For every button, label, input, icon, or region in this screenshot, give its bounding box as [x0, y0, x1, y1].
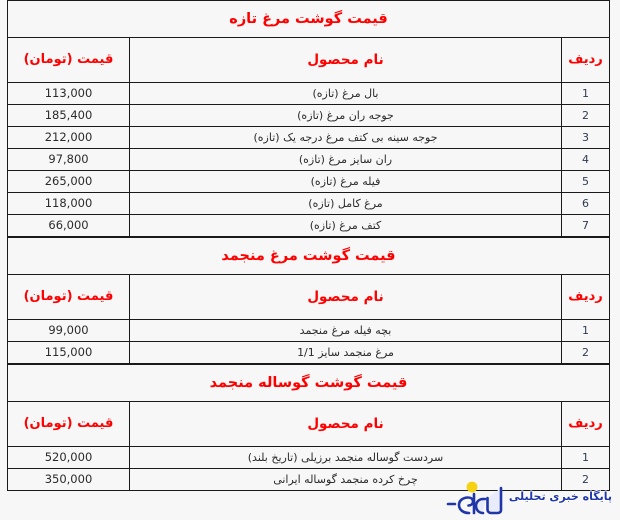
- row-index: 3: [562, 127, 610, 149]
- table-row: [8, 171, 610, 193]
- row-index: 2: [562, 469, 610, 491]
- product-name: جوجه سینه بی کتف مرغ درجه یک (تازه): [130, 127, 562, 149]
- column-header-name: نام محصول: [130, 402, 562, 447]
- product-name: چرخ کرده منجمد گوساله ایرانی: [130, 469, 562, 491]
- table-row: [8, 215, 610, 237]
- table-row: [7, 469, 609, 491]
- product-name: بچه فیله مرغ منجمد: [130, 320, 562, 342]
- column-header-index: ردیف: [562, 38, 610, 83]
- table-row: [8, 105, 610, 127]
- price-section: [8, 364, 610, 491]
- product-price: 212,000: [8, 127, 130, 149]
- table-row: [8, 83, 610, 105]
- product-price: 66,000: [8, 215, 130, 237]
- watermark-text: پایگاه خبری تحلیلی: [508, 489, 612, 503]
- product-price: 520,000: [7, 447, 129, 469]
- row-index: 1: [562, 447, 610, 469]
- product-price: 115,000: [7, 342, 129, 364]
- column-header-price: قیمت (تومان): [7, 275, 129, 320]
- row-index: 7: [562, 215, 610, 237]
- section-title: قیمت گوشت مرغ منجمد: [7, 238, 609, 275]
- product-name: مرغ کامل (تازه): [130, 193, 562, 215]
- column-header-name: نام محصول: [130, 38, 562, 83]
- price-section: [8, 237, 610, 364]
- product-name: سردست گوساله منجمد برزیلی (تاریخ بلند): [130, 447, 562, 469]
- row-index: 2: [562, 342, 610, 364]
- table-row: [7, 447, 609, 469]
- product-name: جوجه ران مرغ (تازه): [130, 105, 562, 127]
- product-name: بال مرغ (تازه): [130, 83, 562, 105]
- table-row: [7, 342, 609, 364]
- product-price: 118,000: [8, 193, 130, 215]
- product-price: 185,400: [8, 105, 130, 127]
- product-price: 97,800: [8, 149, 130, 171]
- product-name: مرغ منجمد سایز 1/1: [130, 342, 562, 364]
- table-row: [7, 320, 609, 342]
- price-section: [8, 0, 610, 237]
- table-row: [8, 127, 610, 149]
- product-name: فیله مرغ (تازه): [130, 171, 562, 193]
- row-index: 2: [562, 105, 610, 127]
- product-name: ران سایز مرغ (تازه): [130, 149, 562, 171]
- product-price: 350,000: [7, 469, 129, 491]
- product-price: 265,000: [8, 171, 130, 193]
- price-tables-container: [8, 0, 610, 491]
- row-index: 1: [562, 83, 610, 105]
- section-title: قیمت گوشت مرغ تازه: [8, 1, 610, 38]
- product-name: کتف مرغ (تازه): [130, 215, 562, 237]
- table-row: [8, 193, 610, 215]
- row-index: 1: [562, 320, 610, 342]
- row-index: 5: [562, 171, 610, 193]
- product-price: 113,000: [8, 83, 130, 105]
- table-row: [8, 149, 610, 171]
- column-header-index: ردیف: [562, 402, 610, 447]
- price-table: [7, 364, 610, 491]
- column-header-row: [7, 402, 609, 447]
- column-header-index: ردیف: [562, 275, 610, 320]
- column-header-name: نام محصول: [130, 275, 562, 320]
- column-header-price: قیمت (تومان): [7, 402, 129, 447]
- column-header-price: قیمت (تومان): [8, 38, 130, 83]
- section-title: قیمت گوشت گوساله منجمد: [7, 365, 609, 402]
- price-table: [7, 0, 610, 237]
- section-title-row: [8, 1, 610, 38]
- row-index: 6: [562, 193, 610, 215]
- product-price: 99,000: [7, 320, 129, 342]
- column-header-row: [7, 275, 609, 320]
- row-index: 4: [562, 149, 610, 171]
- section-title-row: [7, 238, 609, 275]
- price-table: [7, 237, 610, 364]
- column-header-row: [8, 38, 610, 83]
- section-title-row: [7, 365, 609, 402]
